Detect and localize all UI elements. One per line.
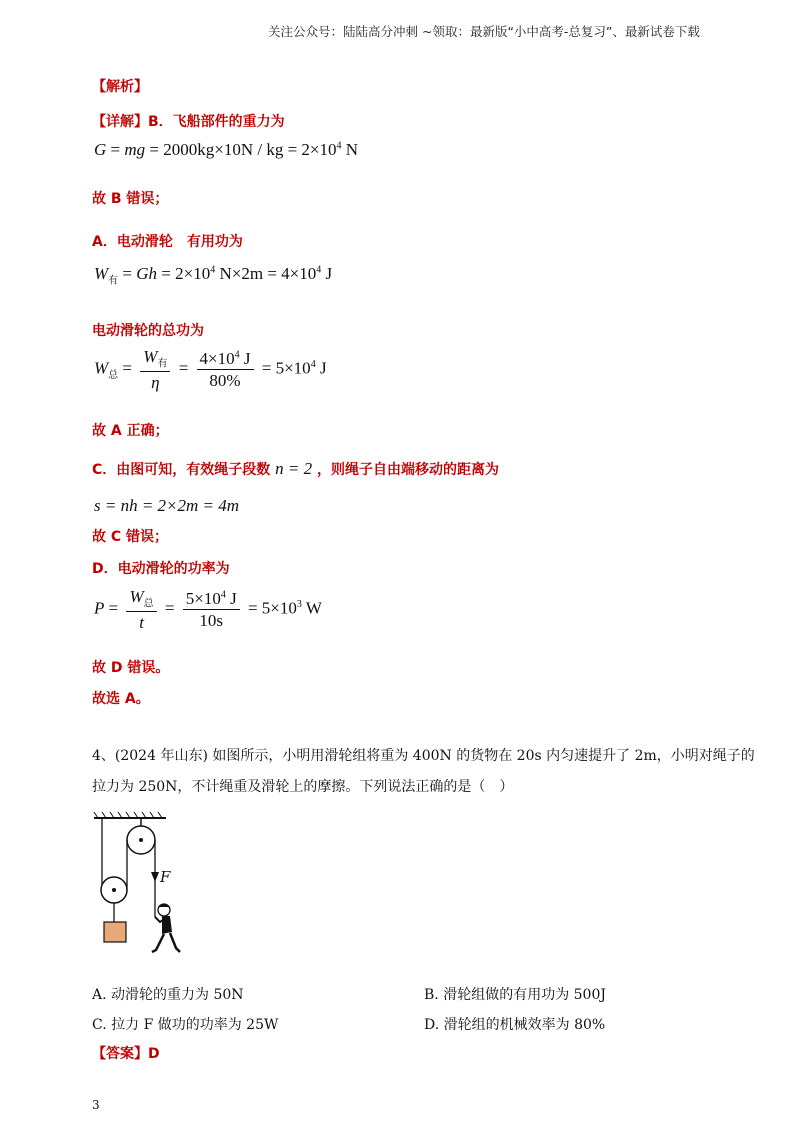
answer-label: 【答案】D <box>92 1046 160 1062</box>
fraction-w-over-t <box>126 586 156 633</box>
a-label: A．电动滑轮 有用功为 <box>92 234 243 250</box>
d-label: D．电动滑轮的功率为 <box>92 561 230 577</box>
eq-p-result-exp: 3 <box>296 598 302 610</box>
final-choice: 故选 A。 <box>92 691 150 707</box>
eq-wz-result: = 5×10 <box>261 358 311 378</box>
pfrac1-num: W <box>129 587 144 606</box>
pfrac2-num-unit: J <box>225 588 237 608</box>
equation-distance: s = nh = 2×2m = 4m <box>94 496 240 515</box>
d-wrong: 故 D 错误。 <box>92 660 170 676</box>
force-label: F <box>160 868 171 886</box>
eq-p-result-unit: W <box>301 598 322 618</box>
eq-g-exp: 4 <box>336 140 342 152</box>
eq-p-result: = 5×10 <box>247 598 297 618</box>
frac2-num-exp: 4 <box>234 349 240 361</box>
pfrac1-den: t <box>139 612 144 632</box>
option-b: B. 滑轮组做的有用功为 500J <box>424 987 606 1003</box>
eq-w-eq: = <box>118 264 137 283</box>
eq-g-rhs: = 2000kg×10N / kg = 2×10 <box>149 140 337 159</box>
frac1-num-sub: 有 <box>157 358 168 370</box>
pfrac2-num-exp: 4 <box>220 589 226 601</box>
frac1-num: W <box>143 347 158 366</box>
option-d: D. 滑轮组的机械效率为 80% <box>424 1017 606 1033</box>
b-wrong: 故 B 错误； <box>92 191 169 207</box>
fraction-power-values <box>183 588 240 632</box>
c-label-eq: n = 2 <box>275 459 313 478</box>
eq-wz-sym: W <box>94 358 109 378</box>
pulley-figure <box>92 812 192 966</box>
equation-useful-work <box>94 264 332 286</box>
eq-wz-result-unit: J <box>315 358 327 378</box>
c-label-post: ，则绳子自由端移动的距离为 <box>317 462 500 478</box>
c-wrong: 故 C 错误； <box>92 529 169 545</box>
eq-w-exp2: 4 <box>316 264 322 276</box>
equation-total-work: $W_总$ = $\frac{W_有}{\eta}$ = $\frac{4\times 10^4 J}{80\%}$ = $5\times 10^4$ J <box>94 347 327 392</box>
analysis-heading: 【解析】 <box>92 79 148 95</box>
eq-w-exp1: 4 <box>210 264 216 276</box>
page-number: 3 <box>92 1098 100 1112</box>
detail-label: 【详解】B．飞船部件的重力为 <box>92 114 285 130</box>
fraction-values <box>197 348 254 392</box>
frac1-den: η <box>151 372 160 392</box>
question-line-1: 4、(2024 年山东) 如图所示，小明用滑轮组将重为 400N 的货物在 20s 内匀速提升了 2m，小明对绳子的 <box>92 748 755 764</box>
option-a: A. 动滑轮的重力为 50N <box>92 987 244 1003</box>
eq-g-unit: N <box>341 140 359 159</box>
pfrac2-den: 10s <box>199 611 224 631</box>
eq-wz-sub: 总 <box>108 369 119 381</box>
eq-w-rhs: = 2×10 <box>157 264 211 283</box>
page-header: 关注公众号：陆陆高分冲刺 ~领取：最新版“小中高考-总复习”、最新试卷下载 <box>268 24 700 39</box>
eq-w-sub: 有 <box>108 275 119 287</box>
fraction-w-over-eta <box>140 346 170 393</box>
c-label <box>92 459 499 479</box>
eq-w-sym: W <box>94 264 109 283</box>
pfrac1-num-sub: 总 <box>143 598 154 610</box>
c-label-pre: C．由图可知，有效绳子段数 <box>92 462 271 478</box>
pfrac2-num: 5×10 <box>185 588 221 608</box>
eq-w-gh: Gh <box>136 264 158 283</box>
eq-g-lhs: G <box>94 140 107 159</box>
equation-gravity: G = mg = 2000kg×10N / kg = $2\times 10^4$ N <box>94 140 359 159</box>
total-work-label: 电动滑轮的总功为 <box>92 323 204 339</box>
frac2-num: 4×10 <box>199 348 235 368</box>
equation-power: P = $\frac{W_总}{t}$ = $\frac{5\times 10^4 J}{10s}$ = $5\times 10^3$ W <box>94 587 322 632</box>
pulley-diagram <box>92 812 192 962</box>
eq-w-mid: N×2m = 4×10 <box>215 264 317 283</box>
question-line-2: 拉力为 250N，不计绳重及滑轮上的摩擦。下列说法正确的是（ ） <box>92 779 514 795</box>
option-c: C. 拉力 F 做功的功率为 25W <box>92 1017 279 1033</box>
frac2-den: 80% <box>209 371 241 391</box>
eq-g-mg: mg <box>124 140 146 159</box>
eq-w-unit: J <box>321 264 333 283</box>
frac2-num-unit: J <box>239 348 251 368</box>
eq-p-lhs: P <box>94 598 105 618</box>
eq-wz-result-exp: 4 <box>310 358 316 370</box>
a-correct: 故 A 正确； <box>92 423 169 439</box>
